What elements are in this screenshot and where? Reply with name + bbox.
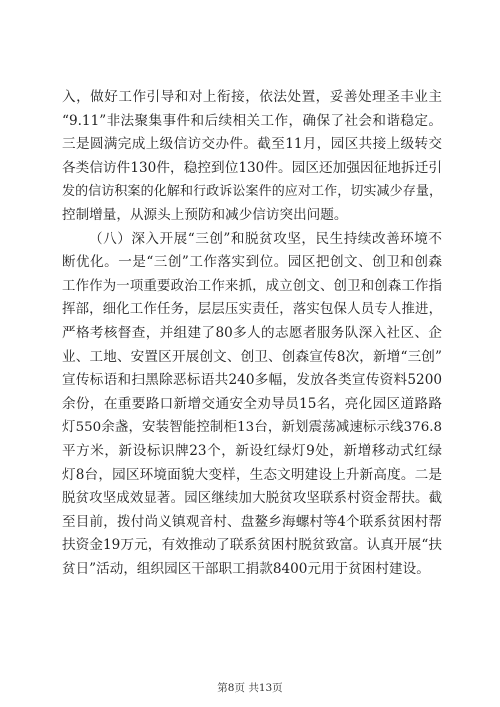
document-body [62, 86, 442, 581]
body-line-21: 贫日”活动，组织园区干部职工捐款8400元用于贫困村建设。 [62, 560, 430, 577]
page-number-footer: 第8页 共13页 [217, 682, 283, 694]
body-line-7: （八）深入开展“三创”和脱贫攻坚，民生持续改善环境不 [89, 230, 442, 247]
body-line-2: “9.11”非法聚集事件和后续相关工作，确保了社会和谐稳定。 [62, 112, 442, 129]
body-line-15: 灯550余盏，安装智能控制柜13台，新划震荡减速标示线376.8 [62, 420, 442, 436]
body-line-20: 扶资金19万元，有效推动了联系贫困村脱贫致富。认真开展“扶 [62, 537, 442, 554]
body-line-12: 业、工地、安置区开展创文、创卫、创森宣传8次，新增“三创” [62, 348, 442, 365]
body-line-19: 至目前，拨付尚义镇观音村、盘鳌乡海螺村等4个联系贫困村帮 [62, 513, 442, 530]
body-line-6: 控制增量，从源头上预防和减少信访突出问题。 [62, 206, 348, 223]
body-line-14: 余份，在重要路口新增交通安全劝导员15名，亮化园区道路路 [62, 395, 442, 412]
body-line-1: 入，做好工作引导和对上衔接，依法处置，妥善处理圣丰业主 [62, 89, 442, 105]
body-line-10: 挥部，细化工作任务，层层压实责任，落实包保人员专人推进， [62, 302, 442, 318]
body-line-5: 发的信访积案的化解和行政诉讼案件的应对工作，切实减少存量， [62, 184, 442, 200]
body-line-11: 严格考核督查，并组建了80多人的志愿者服务队深入社区、企 [62, 324, 442, 341]
body-line-16: 平方米，新设标识牌23个，新设红绿灯9处，新增移动式红绿 [62, 442, 442, 459]
body-line-13: 宣传标语和扫黑除恶标语共240多幅，发放各类宣传资料5200 [62, 372, 442, 389]
body-line-4: 各类信访件130件，稳控到位130件。园区还加强因征地拆迁引 [62, 159, 442, 176]
body-line-18: 脱贫攻坚成效显著。园区继续加大脱贫攻坚联系村资金帮扶。截 [62, 491, 442, 507]
body-line-17: 灯8台，园区环境面貌大变样，生态文明建设上升新高度。二是 [62, 466, 442, 483]
body-line-3: 三是圆满完成上级信访交办件。截至11月，园区共接上级转交 [62, 136, 442, 153]
body-line-8: 断优化。一是“三创”工作落实到位。园区把创文、创卫和创森 [62, 254, 442, 271]
body-line-9: 工作作为一项重要政治工作来抓，成立创文、创卫和创森工作指 [62, 278, 442, 294]
